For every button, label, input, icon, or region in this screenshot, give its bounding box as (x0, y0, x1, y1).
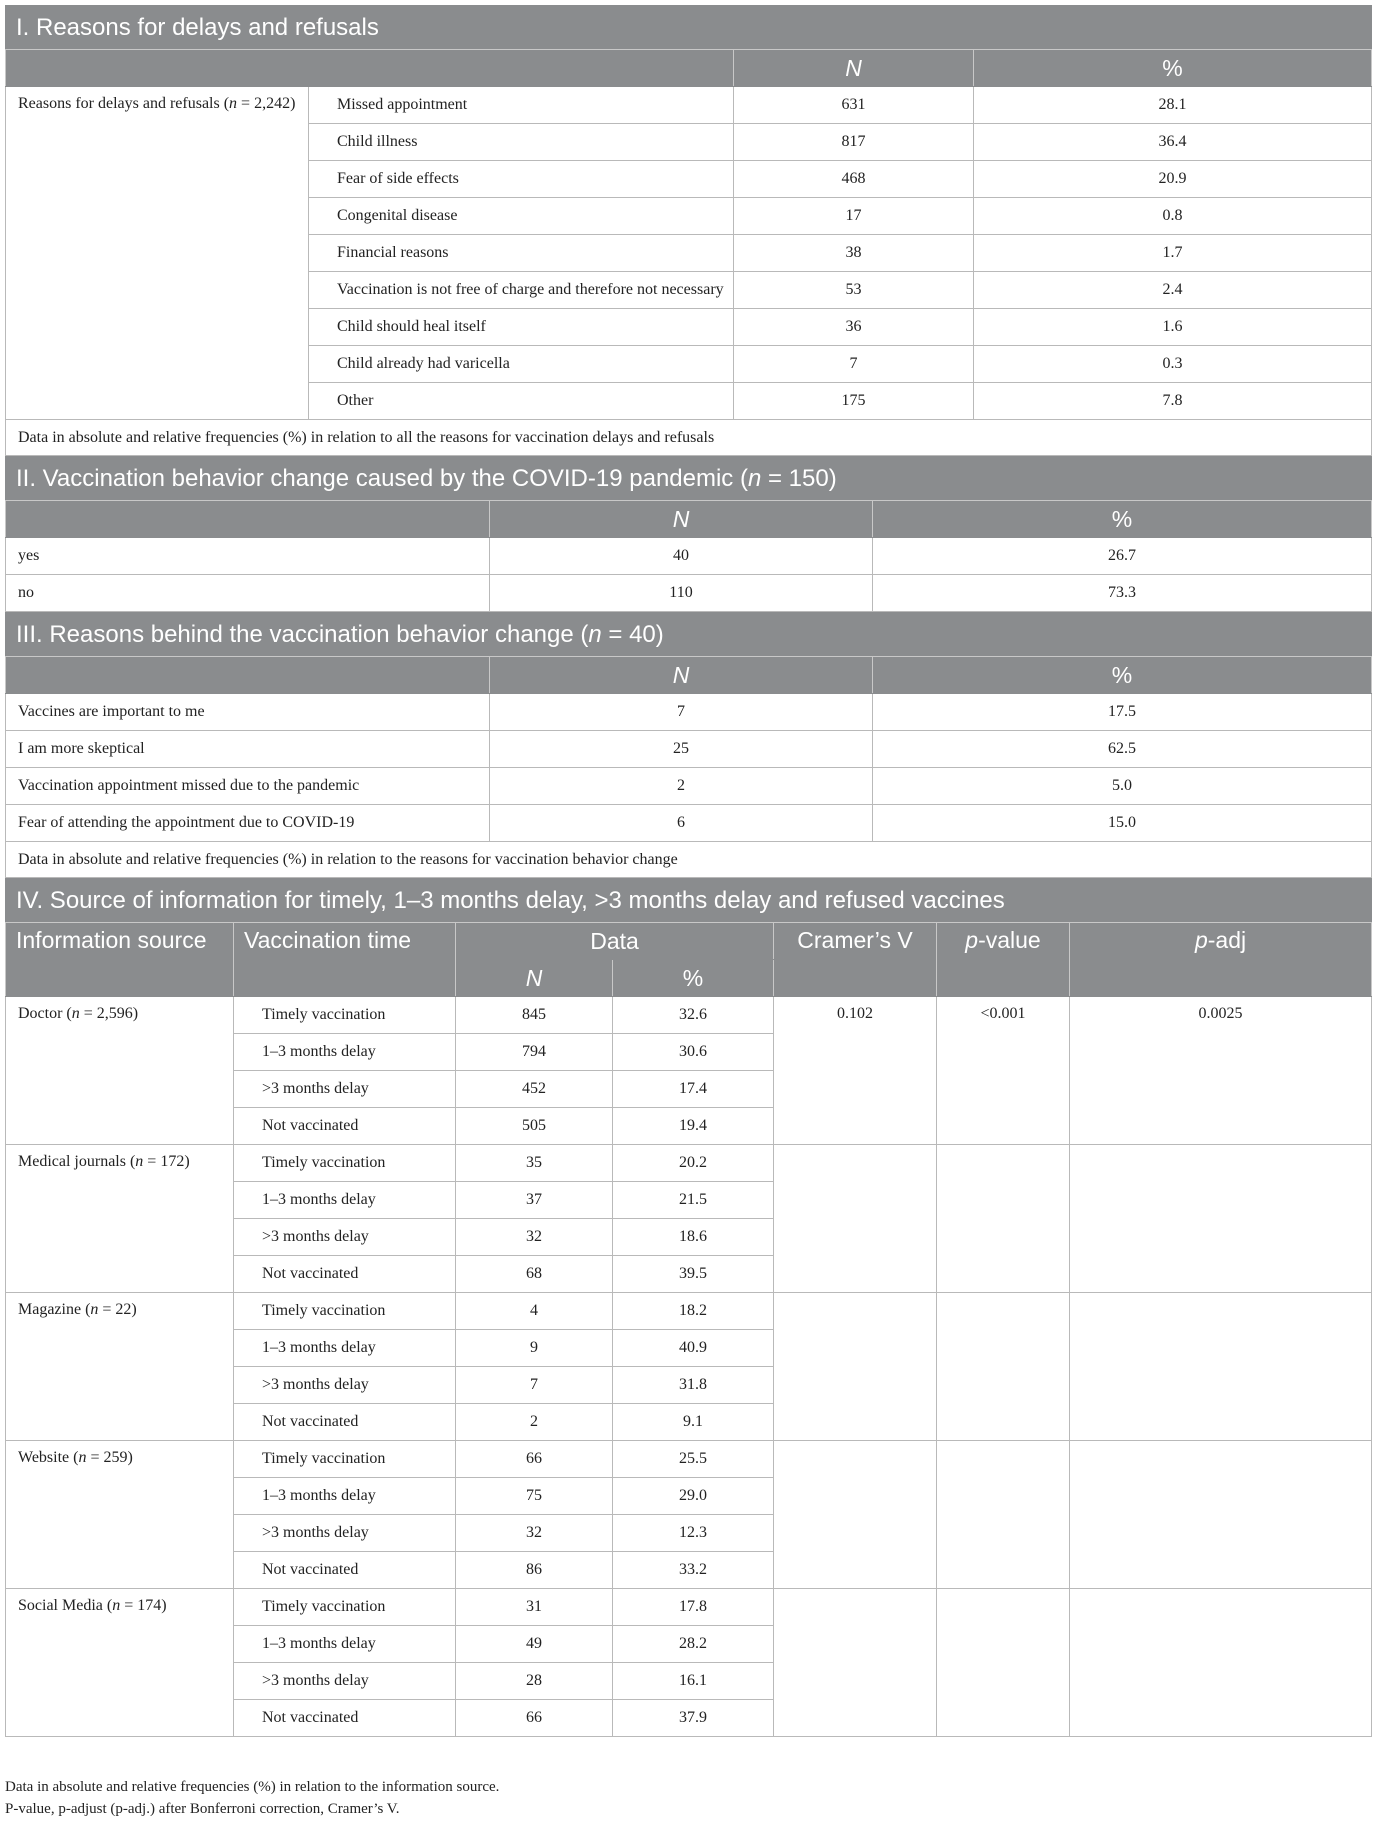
empty-cell (774, 1441, 937, 1589)
data-n: 32 (456, 1219, 613, 1256)
vaccination-time: Not vaccinated (234, 1404, 456, 1441)
header-data-pct: % (613, 960, 774, 997)
data-pct: 20.2 (613, 1145, 774, 1182)
empty-cell (937, 1145, 1070, 1293)
vaccination-time: 1–3 months delay (234, 1034, 456, 1071)
reason-label: Child already had varicella (309, 346, 734, 383)
reason-n: 631 (734, 87, 974, 124)
section-1-header-pct: % (974, 50, 1372, 87)
reason-pct: 2.4 (974, 272, 1372, 309)
footnotes (5, 1776, 499, 1820)
data-n: 35 (456, 1145, 613, 1182)
table-row (6, 768, 1372, 805)
row-n: 6 (490, 805, 873, 842)
section-3-header-pct: % (873, 657, 1372, 694)
empty-cell (937, 1589, 1070, 1737)
data-n: 86 (456, 1552, 613, 1589)
section-1-header-n: N (734, 50, 974, 87)
row-label: Fear of attending the appointment due to COVID-19 (6, 805, 490, 842)
vaccination-time: Timely vaccination (234, 1293, 456, 1330)
row-label: yes (6, 538, 490, 575)
section-3-table (5, 612, 1372, 878)
reason-pct: 36.4 (974, 124, 1372, 161)
data-pct: 9.1 (613, 1404, 774, 1441)
data-n: 49 (456, 1626, 613, 1663)
data-pct: 39.5 (613, 1256, 774, 1293)
reason-label: Missed appointment (309, 87, 734, 124)
data-pct: 37.9 (613, 1700, 774, 1737)
data-pct: 17.4 (613, 1071, 774, 1108)
cramers-v-value: 0.102 (774, 997, 937, 1145)
data-n: 68 (456, 1256, 613, 1293)
data-n: 845 (456, 997, 613, 1034)
footnote-1: Data in absolute and relative frequencies (%) in relation to the information source. (5, 1779, 500, 1795)
empty-cell (774, 1589, 937, 1737)
source-label: Social Media (n = 174) (6, 1589, 234, 1737)
reason-n: 36 (734, 309, 974, 346)
footnote-2: P-value, p-adjust (p-adj.) after Bonferroni correction, Cramer’s V. (5, 1801, 400, 1817)
row-n: 110 (490, 575, 873, 612)
data-n: 4 (456, 1293, 613, 1330)
data-pct: 32.6 (613, 997, 774, 1034)
section-2-header-n: N (490, 501, 873, 538)
header-p-adj: p-adj (1070, 923, 1372, 997)
section-1-title: I. Reasons for delays and refusals (6, 6, 1372, 50)
data-n: 794 (456, 1034, 613, 1071)
table-row (6, 1441, 1372, 1478)
vaccination-time: 1–3 months delay (234, 1626, 456, 1663)
section-3-header-blank (6, 657, 490, 694)
row-pct: 62.5 (873, 731, 1372, 768)
table-row (6, 694, 1372, 731)
row-pct: 15.0 (873, 805, 1372, 842)
header-data-n: N (456, 960, 613, 997)
reason-pct: 7.8 (974, 383, 1372, 420)
data-n: 28 (456, 1663, 613, 1700)
row-pct: 17.5 (873, 694, 1372, 731)
reason-pct: 0.8 (974, 198, 1372, 235)
table-row (6, 575, 1372, 612)
section-2-table (5, 456, 1372, 612)
section-4-table (5, 878, 1372, 1737)
table-row (6, 805, 1372, 842)
row-pct: 5.0 (873, 768, 1372, 805)
data-n: 75 (456, 1478, 613, 1515)
reason-n: 468 (734, 161, 974, 198)
data-pct: 12.3 (613, 1515, 774, 1552)
row-pct: 26.7 (873, 538, 1372, 575)
empty-cell (937, 1441, 1070, 1589)
reason-pct: 28.1 (974, 87, 1372, 124)
row-label: no (6, 575, 490, 612)
data-pct: 31.8 (613, 1367, 774, 1404)
header-information-source: Information source (6, 923, 234, 997)
source-label: Doctor (n = 2,596) (6, 997, 234, 1145)
section-2-header-pct: % (873, 501, 1372, 538)
data-pct: 17.8 (613, 1589, 774, 1626)
reason-n: 817 (734, 124, 974, 161)
empty-cell (774, 1293, 937, 1441)
table-row (6, 731, 1372, 768)
vaccination-time: >3 months delay (234, 1071, 456, 1108)
reason-n: 38 (734, 235, 974, 272)
reason-label: Fear of side effects (309, 161, 734, 198)
data-pct: 25.5 (613, 1441, 774, 1478)
table-row (6, 87, 1372, 124)
vaccination-time: >3 months delay (234, 1219, 456, 1256)
vaccination-time: Not vaccinated (234, 1552, 456, 1589)
row-pct: 73.3 (873, 575, 1372, 612)
data-pct: 29.0 (613, 1478, 774, 1515)
data-pct: 33.2 (613, 1552, 774, 1589)
table-row (6, 1293, 1372, 1330)
data-n: 7 (456, 1367, 613, 1404)
section-4-title: IV. Source of information for timely, 1–3 months delay, >3 months delay and refused vaccines (6, 879, 1372, 923)
reason-n: 175 (734, 383, 974, 420)
vaccination-time: Timely vaccination (234, 1441, 456, 1478)
empty-cell (1070, 1145, 1372, 1293)
reason-label: Financial reasons (309, 235, 734, 272)
section-3-title: III. Reasons behind the vaccination behavior change (n = 40) (6, 613, 1372, 657)
vaccination-time: Not vaccinated (234, 1108, 456, 1145)
data-n: 66 (456, 1441, 613, 1478)
section-1-header-blank (6, 50, 734, 87)
data-pct: 16.1 (613, 1663, 774, 1700)
vaccination-time: Not vaccinated (234, 1700, 456, 1737)
data-pct: 18.2 (613, 1293, 774, 1330)
reason-n: 17 (734, 198, 974, 235)
row-label: I am more skeptical (6, 731, 490, 768)
reason-label: Vaccination is not free of charge and therefore not necessary (309, 272, 734, 309)
p-value: <0.001 (937, 997, 1070, 1145)
group-label: Reasons for delays and refusals (n = 2,242) (6, 87, 309, 420)
row-label: Vaccination appointment missed due to the pandemic (6, 768, 490, 805)
vaccination-time: >3 months delay (234, 1515, 456, 1552)
section-2-header-blank (6, 501, 490, 538)
vaccination-time: >3 months delay (234, 1663, 456, 1700)
section-3-header-n: N (490, 657, 873, 694)
reason-label: Other (309, 383, 734, 420)
reason-label: Congenital disease (309, 198, 734, 235)
empty-cell (937, 1293, 1070, 1441)
data-pct: 28.2 (613, 1626, 774, 1663)
header-vaccination-time: Vaccination time (234, 923, 456, 997)
reason-label: Child illness (309, 124, 734, 161)
vaccination-time: 1–3 months delay (234, 1182, 456, 1219)
source-label: Website (n = 259) (6, 1441, 234, 1589)
row-n: 25 (490, 731, 873, 768)
reason-pct: 0.3 (974, 346, 1372, 383)
vaccination-time: Not vaccinated (234, 1256, 456, 1293)
data-n: 66 (456, 1700, 613, 1737)
data-n: 37 (456, 1182, 613, 1219)
table-row (6, 1145, 1372, 1182)
reason-n: 53 (734, 272, 974, 309)
data-pct: 30.6 (613, 1034, 774, 1071)
reason-pct: 20.9 (974, 161, 1372, 198)
header-data: Data (456, 923, 774, 960)
source-label: Magazine (n = 22) (6, 1293, 234, 1441)
row-n: 7 (490, 694, 873, 731)
table-page (5, 5, 1371, 1737)
reason-pct: 1.7 (974, 235, 1372, 272)
empty-cell (774, 1145, 937, 1293)
data-pct: 21.5 (613, 1182, 774, 1219)
vaccination-time: Timely vaccination (234, 1145, 456, 1182)
vaccination-time: 1–3 months delay (234, 1330, 456, 1367)
reason-n: 7 (734, 346, 974, 383)
section-3-note: Data in absolute and relative frequencies (%) in relation to the reasons for vaccination behavior change (6, 842, 1372, 878)
row-n: 2 (490, 768, 873, 805)
row-label: Vaccines are important to me (6, 694, 490, 731)
vaccination-time: Timely vaccination (234, 997, 456, 1034)
section-1-table (5, 5, 1372, 456)
reason-pct: 1.6 (974, 309, 1372, 346)
data-pct: 18.6 (613, 1219, 774, 1256)
header-p-value: p-value (937, 923, 1070, 997)
data-pct: 40.9 (613, 1330, 774, 1367)
table-row (6, 538, 1372, 575)
data-n: 9 (456, 1330, 613, 1367)
row-n: 40 (490, 538, 873, 575)
source-label: Medical journals (n = 172) (6, 1145, 234, 1293)
empty-cell (1070, 1441, 1372, 1589)
data-n: 32 (456, 1515, 613, 1552)
empty-cell (1070, 1589, 1372, 1737)
section-2-title: II. Vaccination behavior change caused by the COVID-19 pandemic (n = 150) (6, 457, 1372, 501)
section-1-note: Data in absolute and relative frequencies (%) in relation to all the reasons for vaccination delays and refusals (6, 420, 1372, 456)
vaccination-time: 1–3 months delay (234, 1478, 456, 1515)
vaccination-time: >3 months delay (234, 1367, 456, 1404)
table-row (6, 997, 1372, 1034)
empty-cell (1070, 1293, 1372, 1441)
reason-label: Child should heal itself (309, 309, 734, 346)
table-row (6, 1589, 1372, 1626)
data-n: 505 (456, 1108, 613, 1145)
header-cramers-v: Cramer’s V (774, 923, 937, 997)
data-n: 31 (456, 1589, 613, 1626)
data-pct: 19.4 (613, 1108, 774, 1145)
data-n: 2 (456, 1404, 613, 1441)
p-adj-value: 0.0025 (1070, 997, 1372, 1145)
data-n: 452 (456, 1071, 613, 1108)
vaccination-time: Timely vaccination (234, 1589, 456, 1626)
